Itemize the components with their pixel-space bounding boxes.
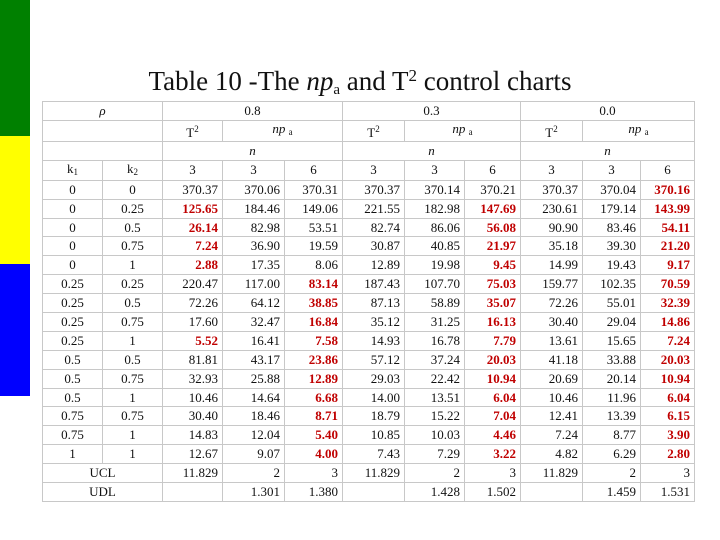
k2-value: 0 bbox=[103, 180, 163, 199]
k1-value: 0.25 bbox=[43, 313, 103, 332]
arl-value: 21.97 bbox=[465, 237, 521, 256]
arl-value: 40.85 bbox=[405, 237, 465, 256]
arl-value: 12.04 bbox=[223, 426, 285, 445]
arl-value: 10.46 bbox=[163, 388, 223, 407]
arl-value: 20.14 bbox=[583, 369, 641, 388]
udl-row bbox=[43, 483, 695, 502]
arl-value: 8.77 bbox=[583, 426, 641, 445]
arl-value: 370.37 bbox=[343, 180, 405, 199]
udl-value bbox=[163, 483, 223, 502]
k2-value: 0.75 bbox=[103, 237, 163, 256]
arl-value: 35.07 bbox=[465, 294, 521, 313]
left-blue-bar bbox=[0, 264, 30, 396]
arl-value: 32.93 bbox=[163, 369, 223, 388]
arl-value: 143.99 bbox=[641, 199, 695, 218]
udl-value: 1.502 bbox=[465, 483, 521, 502]
arl-value: 13.51 bbox=[405, 388, 465, 407]
arl-value: 16.13 bbox=[465, 313, 521, 332]
arl-value: 3.22 bbox=[465, 445, 521, 464]
k2-value: 1 bbox=[103, 388, 163, 407]
udl-value: 1.301 bbox=[223, 483, 285, 502]
arl-value: 72.26 bbox=[521, 294, 583, 313]
k-header-row bbox=[43, 160, 695, 180]
arl-value: 370.31 bbox=[285, 180, 343, 199]
arl-value: 184.46 bbox=[223, 199, 285, 218]
table-row bbox=[43, 180, 695, 199]
arl-value: 10.85 bbox=[343, 426, 405, 445]
arl-value: 370.21 bbox=[465, 180, 521, 199]
udl-value: 1.380 bbox=[285, 483, 343, 502]
arl-value: 15.22 bbox=[405, 407, 465, 426]
table-row bbox=[43, 256, 695, 275]
arl-value: 19.98 bbox=[405, 256, 465, 275]
k1-value: 0.5 bbox=[43, 350, 103, 369]
ucl-value: 11.829 bbox=[343, 464, 405, 483]
n-label: n bbox=[343, 141, 521, 160]
arl-value: 4.00 bbox=[285, 445, 343, 464]
arl-value: 7.04 bbox=[465, 407, 521, 426]
arl-value: 221.55 bbox=[343, 199, 405, 218]
k2-value: 0.5 bbox=[103, 350, 163, 369]
arl-value: 38.85 bbox=[285, 294, 343, 313]
arl-value: 20.03 bbox=[641, 350, 695, 369]
arl-value: 82.98 bbox=[223, 218, 285, 237]
k2-value: 0.5 bbox=[103, 294, 163, 313]
arl-value: 54.11 bbox=[641, 218, 695, 237]
t2-label: $T^2$ bbox=[163, 120, 223, 141]
k2-value: 0.5 bbox=[103, 218, 163, 237]
arl-value: 9.17 bbox=[641, 256, 695, 275]
arl-value: 16.41 bbox=[223, 331, 285, 350]
arl-value: 86.06 bbox=[405, 218, 465, 237]
rho-value: 0.0 bbox=[521, 102, 695, 121]
rho-value: 0.8 bbox=[163, 102, 343, 121]
arl-value: 230.61 bbox=[521, 199, 583, 218]
arl-value: 31.25 bbox=[405, 313, 465, 332]
udl-value bbox=[343, 483, 405, 502]
arl-value: 21.20 bbox=[641, 237, 695, 256]
arl-value: 33.88 bbox=[583, 350, 641, 369]
arl-value: 159.77 bbox=[521, 275, 583, 294]
arl-value: 17.35 bbox=[223, 256, 285, 275]
n-value: 3 bbox=[223, 160, 285, 180]
arl-value: 55.01 bbox=[583, 294, 641, 313]
arl-value: 30.40 bbox=[163, 407, 223, 426]
table-row bbox=[43, 407, 695, 426]
arl-value: 14.83 bbox=[163, 426, 223, 445]
arl-value: 64.12 bbox=[223, 294, 285, 313]
k1-value: 0.5 bbox=[43, 369, 103, 388]
udl-value bbox=[521, 483, 583, 502]
arl-value: 14.64 bbox=[223, 388, 285, 407]
arl-value: 179.14 bbox=[583, 199, 641, 218]
k2-value: 0.25 bbox=[103, 275, 163, 294]
arl-value: 13.39 bbox=[583, 407, 641, 426]
rho-value: 0.3 bbox=[343, 102, 521, 121]
arl-value: 17.60 bbox=[163, 313, 223, 332]
n-value: 6 bbox=[285, 160, 343, 180]
left-yellow-bar bbox=[0, 136, 30, 264]
arl-value: 149.06 bbox=[285, 199, 343, 218]
arl-value: 30.40 bbox=[521, 313, 583, 332]
table-row bbox=[43, 331, 695, 350]
arl-value: 39.30 bbox=[583, 237, 641, 256]
arl-value: 8.71 bbox=[285, 407, 343, 426]
arl-value: 370.37 bbox=[521, 180, 583, 199]
table-row bbox=[43, 445, 695, 464]
arl-value: 125.65 bbox=[163, 199, 223, 218]
arl-value: 7.24 bbox=[163, 237, 223, 256]
arl-value: 35.12 bbox=[343, 313, 405, 332]
arl-value: 14.86 bbox=[641, 313, 695, 332]
table-row bbox=[43, 237, 695, 256]
arl-value: 370.06 bbox=[223, 180, 285, 199]
arl-value: 82.74 bbox=[343, 218, 405, 237]
arl-value: 5.40 bbox=[285, 426, 343, 445]
rho-header-row bbox=[43, 102, 695, 121]
ucl-row bbox=[43, 464, 695, 483]
arl-value: 8.06 bbox=[285, 256, 343, 275]
arl-value: 36.90 bbox=[223, 237, 285, 256]
k1-value: 1 bbox=[43, 445, 103, 464]
n-value: 6 bbox=[465, 160, 521, 180]
arl-value: 102.35 bbox=[583, 275, 641, 294]
np-label: np $_a$ bbox=[405, 120, 521, 141]
arl-value: 22.42 bbox=[405, 369, 465, 388]
arl-value: 5.52 bbox=[163, 331, 223, 350]
arl-value: 35.18 bbox=[521, 237, 583, 256]
rho-label: ρ bbox=[43, 102, 163, 121]
k1-value: 0.5 bbox=[43, 388, 103, 407]
arl-value: 70.59 bbox=[641, 275, 695, 294]
k2-value: 1 bbox=[103, 426, 163, 445]
arl-value: 25.88 bbox=[223, 369, 285, 388]
n-value: 3 bbox=[343, 160, 405, 180]
k2-value: 0.75 bbox=[103, 369, 163, 388]
blank-cell bbox=[43, 141, 163, 160]
arl-value: 41.18 bbox=[521, 350, 583, 369]
udl-value: 1.428 bbox=[405, 483, 465, 502]
arl-value: 37.24 bbox=[405, 350, 465, 369]
table-row bbox=[43, 388, 695, 407]
n-value: 3 bbox=[521, 160, 583, 180]
arl-value: 11.96 bbox=[583, 388, 641, 407]
arl-value: 18.79 bbox=[343, 407, 405, 426]
n-label: n bbox=[521, 141, 695, 160]
arl-value: 81.81 bbox=[163, 350, 223, 369]
n-header-row bbox=[43, 141, 695, 160]
n-value: 3 bbox=[163, 160, 223, 180]
arl-value: 7.29 bbox=[405, 445, 465, 464]
arl-value: 10.03 bbox=[405, 426, 465, 445]
arl-value: 12.67 bbox=[163, 445, 223, 464]
k2-value: 0.75 bbox=[103, 407, 163, 426]
control-chart-table bbox=[42, 101, 695, 502]
table-row bbox=[43, 369, 695, 388]
table-row bbox=[43, 199, 695, 218]
k1-value: 0.75 bbox=[43, 407, 103, 426]
k1-value: 0.25 bbox=[43, 294, 103, 313]
arl-value: 32.47 bbox=[223, 313, 285, 332]
arl-value: 14.93 bbox=[343, 331, 405, 350]
arl-value: 147.69 bbox=[465, 199, 521, 218]
arl-value: 370.37 bbox=[163, 180, 223, 199]
k1-value: 0.25 bbox=[43, 331, 103, 350]
n-value: 6 bbox=[641, 160, 695, 180]
arl-value: 370.04 bbox=[583, 180, 641, 199]
arl-value: 117.00 bbox=[223, 275, 285, 294]
arl-value: 14.00 bbox=[343, 388, 405, 407]
arl-value: 23.86 bbox=[285, 350, 343, 369]
k1-value: 0 bbox=[43, 237, 103, 256]
k1-value: 0 bbox=[43, 180, 103, 199]
arl-value: 83.14 bbox=[285, 275, 343, 294]
k2-value: 0.25 bbox=[103, 199, 163, 218]
arl-value: 6.68 bbox=[285, 388, 343, 407]
udl-value: 1.531 bbox=[641, 483, 695, 502]
k1-value: 0 bbox=[43, 218, 103, 237]
arl-value: 4.46 bbox=[465, 426, 521, 445]
k2-label: $k_2$ bbox=[103, 160, 163, 180]
k1-value: 0 bbox=[43, 199, 103, 218]
t2-label: $T^2$ bbox=[521, 120, 583, 141]
arl-value: 187.43 bbox=[343, 275, 405, 294]
arl-value: 6.15 bbox=[641, 407, 695, 426]
arl-value: 12.41 bbox=[521, 407, 583, 426]
k2-value: 0.75 bbox=[103, 313, 163, 332]
arl-value: 43.17 bbox=[223, 350, 285, 369]
ucl-value: 2 bbox=[405, 464, 465, 483]
k2-value: 1 bbox=[103, 331, 163, 350]
k1-value: 0.25 bbox=[43, 275, 103, 294]
arl-value: 7.24 bbox=[521, 426, 583, 445]
arl-value: 10.94 bbox=[465, 369, 521, 388]
arl-value: 32.39 bbox=[641, 294, 695, 313]
ucl-label: UCL bbox=[43, 464, 163, 483]
arl-value: 18.46 bbox=[223, 407, 285, 426]
page-title: Table 10 -The $np_a$ and $T^2$ control charts bbox=[148, 66, 572, 98]
ucl-value: 3 bbox=[285, 464, 343, 483]
k1-value: 0 bbox=[43, 256, 103, 275]
arl-value: 57.12 bbox=[343, 350, 405, 369]
arl-value: 107.70 bbox=[405, 275, 465, 294]
arl-value: 30.87 bbox=[343, 237, 405, 256]
arl-value: 6.29 bbox=[583, 445, 641, 464]
arl-value: 6.04 bbox=[465, 388, 521, 407]
arl-value: 3.90 bbox=[641, 426, 695, 445]
ucl-value: 3 bbox=[465, 464, 521, 483]
table-row bbox=[43, 294, 695, 313]
arl-value: 370.16 bbox=[641, 180, 695, 199]
arl-value: 19.59 bbox=[285, 237, 343, 256]
arl-value: 14.99 bbox=[521, 256, 583, 275]
n-label: n bbox=[163, 141, 343, 160]
arl-value: 58.89 bbox=[405, 294, 465, 313]
arl-value: 2.88 bbox=[163, 256, 223, 275]
k2-value: 1 bbox=[103, 445, 163, 464]
arl-value: 10.94 bbox=[641, 369, 695, 388]
ucl-value: 2 bbox=[583, 464, 641, 483]
np-label: np $_a$ bbox=[583, 120, 695, 141]
k2-value: 1 bbox=[103, 256, 163, 275]
arl-value: 182.98 bbox=[405, 199, 465, 218]
table-row bbox=[43, 313, 695, 332]
arl-value: 7.24 bbox=[641, 331, 695, 350]
arl-value: 220.47 bbox=[163, 275, 223, 294]
arl-value: 90.90 bbox=[521, 218, 583, 237]
t2-label: $T^2$ bbox=[343, 120, 405, 141]
arl-value: 53.51 bbox=[285, 218, 343, 237]
table-row bbox=[43, 426, 695, 445]
table-row bbox=[43, 350, 695, 369]
ucl-value: 3 bbox=[641, 464, 695, 483]
table-row bbox=[43, 275, 695, 294]
arl-value: 29.03 bbox=[343, 369, 405, 388]
ucl-value: 11.829 bbox=[163, 464, 223, 483]
table-row bbox=[43, 218, 695, 237]
arl-value: 56.08 bbox=[465, 218, 521, 237]
blank-cell bbox=[43, 120, 163, 141]
np-label: np $_a$ bbox=[223, 120, 343, 141]
arl-value: 26.14 bbox=[163, 218, 223, 237]
n-value: 3 bbox=[583, 160, 641, 180]
k1-value: 0.75 bbox=[43, 426, 103, 445]
arl-value: 7.58 bbox=[285, 331, 343, 350]
arl-value: 16.84 bbox=[285, 313, 343, 332]
statistic-header-row bbox=[43, 120, 695, 141]
arl-value: 83.46 bbox=[583, 218, 641, 237]
arl-value: 13.61 bbox=[521, 331, 583, 350]
arl-value: 15.65 bbox=[583, 331, 641, 350]
udl-value: 1.459 bbox=[583, 483, 641, 502]
arl-value: 29.04 bbox=[583, 313, 641, 332]
arl-value: 75.03 bbox=[465, 275, 521, 294]
arl-value: 4.82 bbox=[521, 445, 583, 464]
arl-value: 2.80 bbox=[641, 445, 695, 464]
arl-value: 20.69 bbox=[521, 369, 583, 388]
ucl-value: 2 bbox=[223, 464, 285, 483]
table-body bbox=[43, 180, 695, 463]
ucl-value: 11.829 bbox=[521, 464, 583, 483]
arl-value: 20.03 bbox=[465, 350, 521, 369]
arl-value: 7.79 bbox=[465, 331, 521, 350]
arl-value: 370.14 bbox=[405, 180, 465, 199]
n-value: 3 bbox=[405, 160, 465, 180]
arl-value: 9.45 bbox=[465, 256, 521, 275]
arl-value: 19.43 bbox=[583, 256, 641, 275]
arl-value: 12.89 bbox=[343, 256, 405, 275]
arl-value: 12.89 bbox=[285, 369, 343, 388]
arl-value: 6.04 bbox=[641, 388, 695, 407]
arl-value: 72.26 bbox=[163, 294, 223, 313]
arl-value: 9.07 bbox=[223, 445, 285, 464]
arl-value: 87.13 bbox=[343, 294, 405, 313]
arl-value: 10.46 bbox=[521, 388, 583, 407]
k1-label: $k_1$ bbox=[43, 160, 103, 180]
arl-value: 16.78 bbox=[405, 331, 465, 350]
udl-label: UDL bbox=[43, 483, 163, 502]
arl-value: 7.43 bbox=[343, 445, 405, 464]
